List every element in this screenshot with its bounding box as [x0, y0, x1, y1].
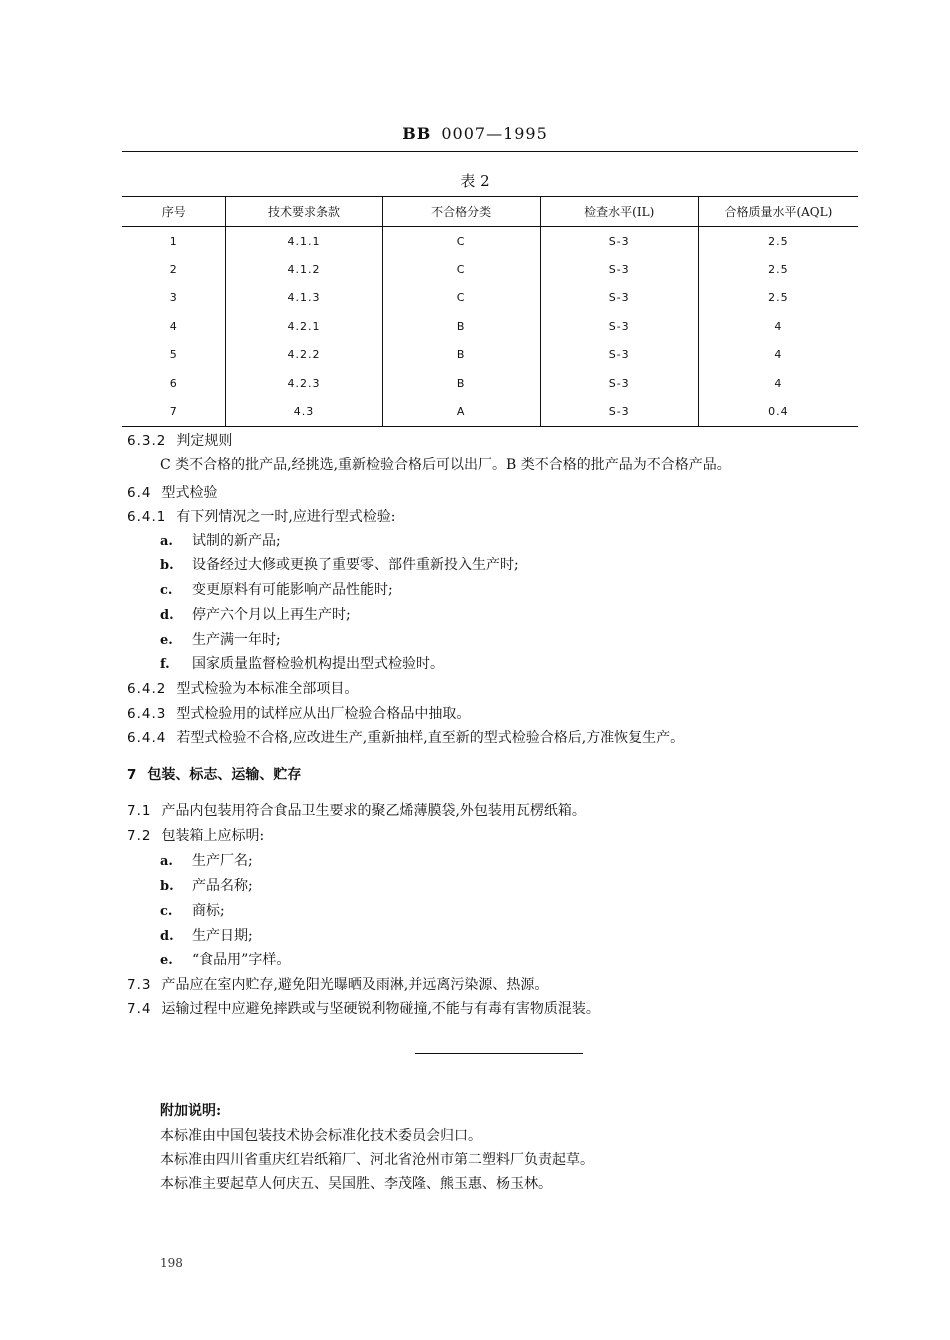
table-cell: 2.5	[698, 255, 858, 284]
table-cell: 4	[169, 319, 178, 333]
clause-text: 产品内包装用符合食品卫生要求的聚乙烯薄膜袋,外包装用瓦楞纸箱。	[161, 803, 586, 819]
clause-text: 有下列情况之一时,应进行型式检验:	[176, 509, 396, 525]
table-row	[122, 227, 858, 256]
list-item-letter: f.	[160, 657, 170, 672]
table-cell: 4	[698, 312, 858, 341]
list-item-letter: d.	[160, 608, 174, 623]
clause-number: 6.4.3	[127, 706, 167, 722]
list-item-text: 生产满一年时;	[192, 632, 281, 648]
clause-title: 判定规则	[176, 433, 233, 449]
list-item-text: 设备经过大修或更换了重要零、部件重新投入生产时;	[192, 557, 519, 573]
list-item	[160, 654, 444, 675]
list-item	[160, 901, 225, 922]
list-item-text: 试制的新产品;	[192, 533, 281, 549]
list-item-text: 生产日期;	[192, 928, 253, 944]
table-row	[122, 398, 858, 427]
table-header-cell: 检查水平(IL)	[540, 197, 698, 227]
clause-6-4-4	[127, 728, 684, 748]
table-row	[122, 369, 858, 398]
list-item	[160, 630, 281, 651]
clause-title: 型式检验	[161, 485, 218, 501]
list-item-letter: c.	[160, 904, 173, 919]
table-header-row	[122, 197, 858, 227]
appendix-line: 本标准由中国包装技术协会标准化技术委员会归口。	[160, 1128, 482, 1144]
standard-prefix: BB	[402, 124, 432, 143]
table-cell: 2.5	[698, 227, 858, 256]
clause-number: 7.3	[127, 977, 152, 993]
list-item-letter: b.	[160, 879, 174, 894]
clause-7-4	[127, 999, 600, 1019]
table-cell: 4.1.1	[226, 227, 382, 256]
clause-number: 7.4	[127, 1001, 152, 1017]
table-cell: C	[382, 255, 540, 284]
table-cell: 0.4	[698, 398, 858, 427]
table-cell: 6	[169, 376, 178, 390]
list-item	[160, 876, 253, 897]
table-header-cell: 合格质量水平(AQL)	[698, 197, 858, 227]
table-cell: 4	[698, 341, 858, 370]
section-number: 7	[127, 767, 138, 783]
table-header-cell: 序号	[122, 197, 226, 227]
clause-number: 6.4	[127, 485, 152, 501]
table-cell: 4.1.3	[226, 284, 382, 313]
table-cell: 4.2.1	[226, 312, 382, 341]
clause-number: 6.4.1	[127, 509, 167, 525]
list-item-text: 生产厂名;	[192, 853, 253, 869]
list-item-letter: e.	[160, 953, 173, 968]
clause-6-4-3	[127, 704, 470, 724]
table-cell: C	[382, 284, 540, 313]
appendix-line: 本标准由四川省重庆红岩纸箱厂、河北省沧州市第二塑料厂负责起草。	[160, 1152, 594, 1168]
list-item-text: “食品用”字样。	[192, 952, 291, 968]
list-item-letter: a.	[160, 854, 173, 869]
table-cell: S-3	[540, 227, 698, 256]
appendix-title: 附加说明:	[160, 1103, 222, 1119]
list-item-letter: c.	[160, 583, 173, 598]
clause-text: 型式检验用的试样应从出厂检验合格品中抽取。	[176, 706, 471, 722]
clause-6-3-2-heading	[127, 431, 232, 451]
clause-7-1	[127, 801, 586, 821]
table-cell: 4	[698, 369, 858, 398]
clause-6-4-2	[127, 679, 358, 699]
list-item-letter: b.	[160, 558, 174, 573]
clause-text: 型式检验为本标准全部项目。	[176, 681, 359, 697]
list-item-text: 变更原料有可能影响产品性能时;	[192, 582, 393, 598]
table-cell: S-3	[540, 369, 698, 398]
clause-number: 6.3.2	[127, 433, 167, 449]
list-item	[160, 605, 351, 626]
table-cell: 1	[169, 234, 178, 248]
table-caption: 表 2	[460, 172, 490, 190]
list-item	[160, 580, 393, 601]
table-cell: 4.3	[226, 398, 382, 427]
table-cell: B	[382, 312, 540, 341]
clause-7-3	[127, 975, 548, 995]
table-cell: 2.5	[698, 284, 858, 313]
table-cell: C	[382, 227, 540, 256]
table-cell: B	[382, 341, 540, 370]
standard-number: 0007—1995	[441, 124, 548, 143]
table-header-cell: 技术要求条款	[226, 197, 382, 227]
clause-number: 7.2	[127, 828, 152, 844]
list-item-text: 停产六个月以上再生产时;	[192, 607, 351, 623]
table-cell: 4.1.2	[226, 255, 382, 284]
table-cell: 7	[122, 398, 226, 427]
table-cell: 5	[169, 348, 178, 362]
clause-text: 包装箱上应标明:	[161, 828, 265, 844]
clause-7-2	[127, 826, 264, 846]
list-item	[160, 555, 519, 576]
table-header-cell: 不合格分类	[382, 197, 540, 227]
table-cell: S-3	[540, 341, 698, 370]
appendix-line: 本标准主要起草人何庆五、吴国胜、李茂隆、熊玉惠、杨玉林。	[160, 1176, 552, 1192]
page-number: 198	[160, 1256, 183, 1270]
table-row	[122, 255, 858, 284]
clause-text: 若型式检验不合格,应改进生产,重新抽样,直至新的型式检验合格后,方准恢复生产。	[176, 730, 685, 746]
list-item-letter: e.	[160, 633, 173, 648]
end-divider	[415, 1053, 583, 1054]
list-item-letter: a.	[160, 534, 173, 549]
table-cell: S-3	[540, 284, 698, 313]
list-item-letter: d.	[160, 929, 174, 944]
section-title: 包装、标志、运输、贮存	[147, 767, 302, 783]
clause-number: 6.4.4	[127, 730, 167, 746]
inspection-table	[122, 196, 858, 427]
table-cell: 2	[169, 262, 178, 276]
table-row	[122, 284, 858, 313]
standard-code	[0, 124, 950, 143]
list-item	[160, 950, 290, 971]
clause-number: 6.4.2	[127, 681, 167, 697]
clause-6-4-heading	[127, 483, 217, 503]
section-7-heading	[127, 765, 301, 785]
table-cell: A	[382, 398, 540, 427]
table-cell: B	[382, 369, 540, 398]
table-cell: S-3	[540, 398, 698, 427]
list-item	[160, 531, 281, 552]
list-item	[160, 851, 253, 872]
list-item	[160, 926, 253, 947]
table-row	[122, 341, 858, 370]
table-cell: 4.2.3	[226, 369, 382, 398]
clause-6-3-2-text: C 类不合格的批产品,经挑选,重新检验合格后可以出厂。B 类不合格的批产品为不合格产品。	[160, 457, 731, 473]
list-item-text: 国家质量监督检验机构提出型式检验时。	[192, 656, 444, 672]
clause-6-4-1	[127, 507, 396, 527]
list-item-text: 商标;	[192, 903, 225, 919]
table-cell: 4.2.2	[226, 341, 382, 370]
clause-text: 产品应在室内贮存,避免阳光曝晒及雨淋,并远离污染源、热源。	[161, 977, 549, 993]
table-cell: 3	[169, 291, 178, 305]
list-item-text: 产品名称;	[192, 878, 253, 894]
clause-text: 运输过程中应避免摔跌或与坚硬锐利物碰撞,不能与有毒有害物质混装。	[161, 1001, 600, 1017]
clause-number: 7.1	[127, 803, 152, 819]
table-row	[122, 312, 858, 341]
header-divider	[122, 151, 858, 152]
table-cell: S-3	[540, 312, 698, 341]
table-cell: S-3	[540, 255, 698, 284]
